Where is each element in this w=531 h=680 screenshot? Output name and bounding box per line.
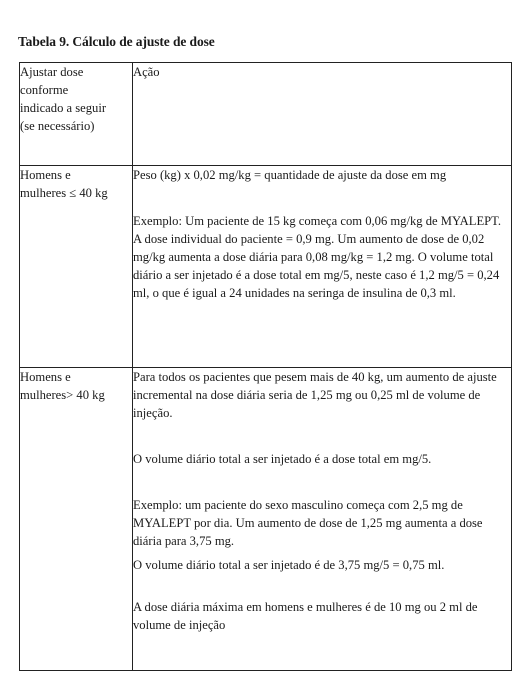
- example-volume-paragraph: O volume diário total a ser injetado é de 3,75 mg/5 = 0,75 ml.: [133, 558, 445, 572]
- formula-paragraph: Peso (kg) x 0,02 mg/kg = quantidade de ajuste da dose em mg: [133, 168, 447, 182]
- increment-paragraph: Para todos os pacientes que pesem mais de 40 kg, um aumento de ajuste incremental na dose diária seria de 1,25 mg ou 0,25 ml de volume de injeção.: [133, 370, 497, 420]
- header-adjust-line: Ajustar dose: [20, 65, 84, 79]
- row-action-cell: [133, 368, 512, 671]
- row-group-label-line: Homens e: [20, 370, 71, 384]
- max-dose-paragraph: A dose diária máxima em homens e mulheres é de 10 mg ou 2 ml de volume de injeção: [133, 600, 478, 632]
- header-action: Ação: [133, 63, 512, 166]
- example-paragraph: Exemplo: um paciente do sexo masculino começa com 2,5 mg de MYALEPT por dia. Um aumento de dose de 1,25 mg aumenta a dose diária para 3,75 mg.: [133, 498, 483, 548]
- header-adjust-line: conforme: [20, 83, 69, 97]
- row-group-label-line: mulheres> 40 kg: [20, 388, 105, 402]
- volume-paragraph: O volume diário total a ser injetado é a dose total em mg/5.: [133, 452, 432, 466]
- header-adjust-line: indicado a seguir: [20, 101, 107, 115]
- table-title: Tabela 9. Cálculo de ajuste de dose: [18, 34, 215, 49]
- header-adjust-dose: [20, 63, 133, 166]
- table-row: [20, 166, 512, 368]
- row-action-cell: [133, 166, 512, 368]
- header-adjust-line: (se necessário): [20, 119, 95, 133]
- row-group-label: [20, 166, 133, 368]
- row-group-label: [20, 368, 133, 671]
- example-paragraph: Exemplo: Um paciente de 15 kg começa com 0,06 mg/kg de MYALEPT. A dose individual do paciente = 0,9 mg. Um aumento de dose de 0,02 mg/kg aumenta a dose diária para 0,08 mg/kg = 1,2 mg. O volume total diário a ser injetado é a dose total em mg/5, neste caso é 1,2 mg/5 = 0,24 ml, o que é igual a 24 unidades na seringa de insulina de 0,3 ml.: [133, 214, 502, 300]
- row-group-label-line: mulheres ≤ 40 kg: [20, 186, 108, 200]
- table-row: [20, 368, 512, 671]
- row-group-label-line: Homens e: [20, 168, 71, 182]
- table-header-row: [20, 63, 512, 166]
- dose-adjustment-table: [19, 62, 512, 671]
